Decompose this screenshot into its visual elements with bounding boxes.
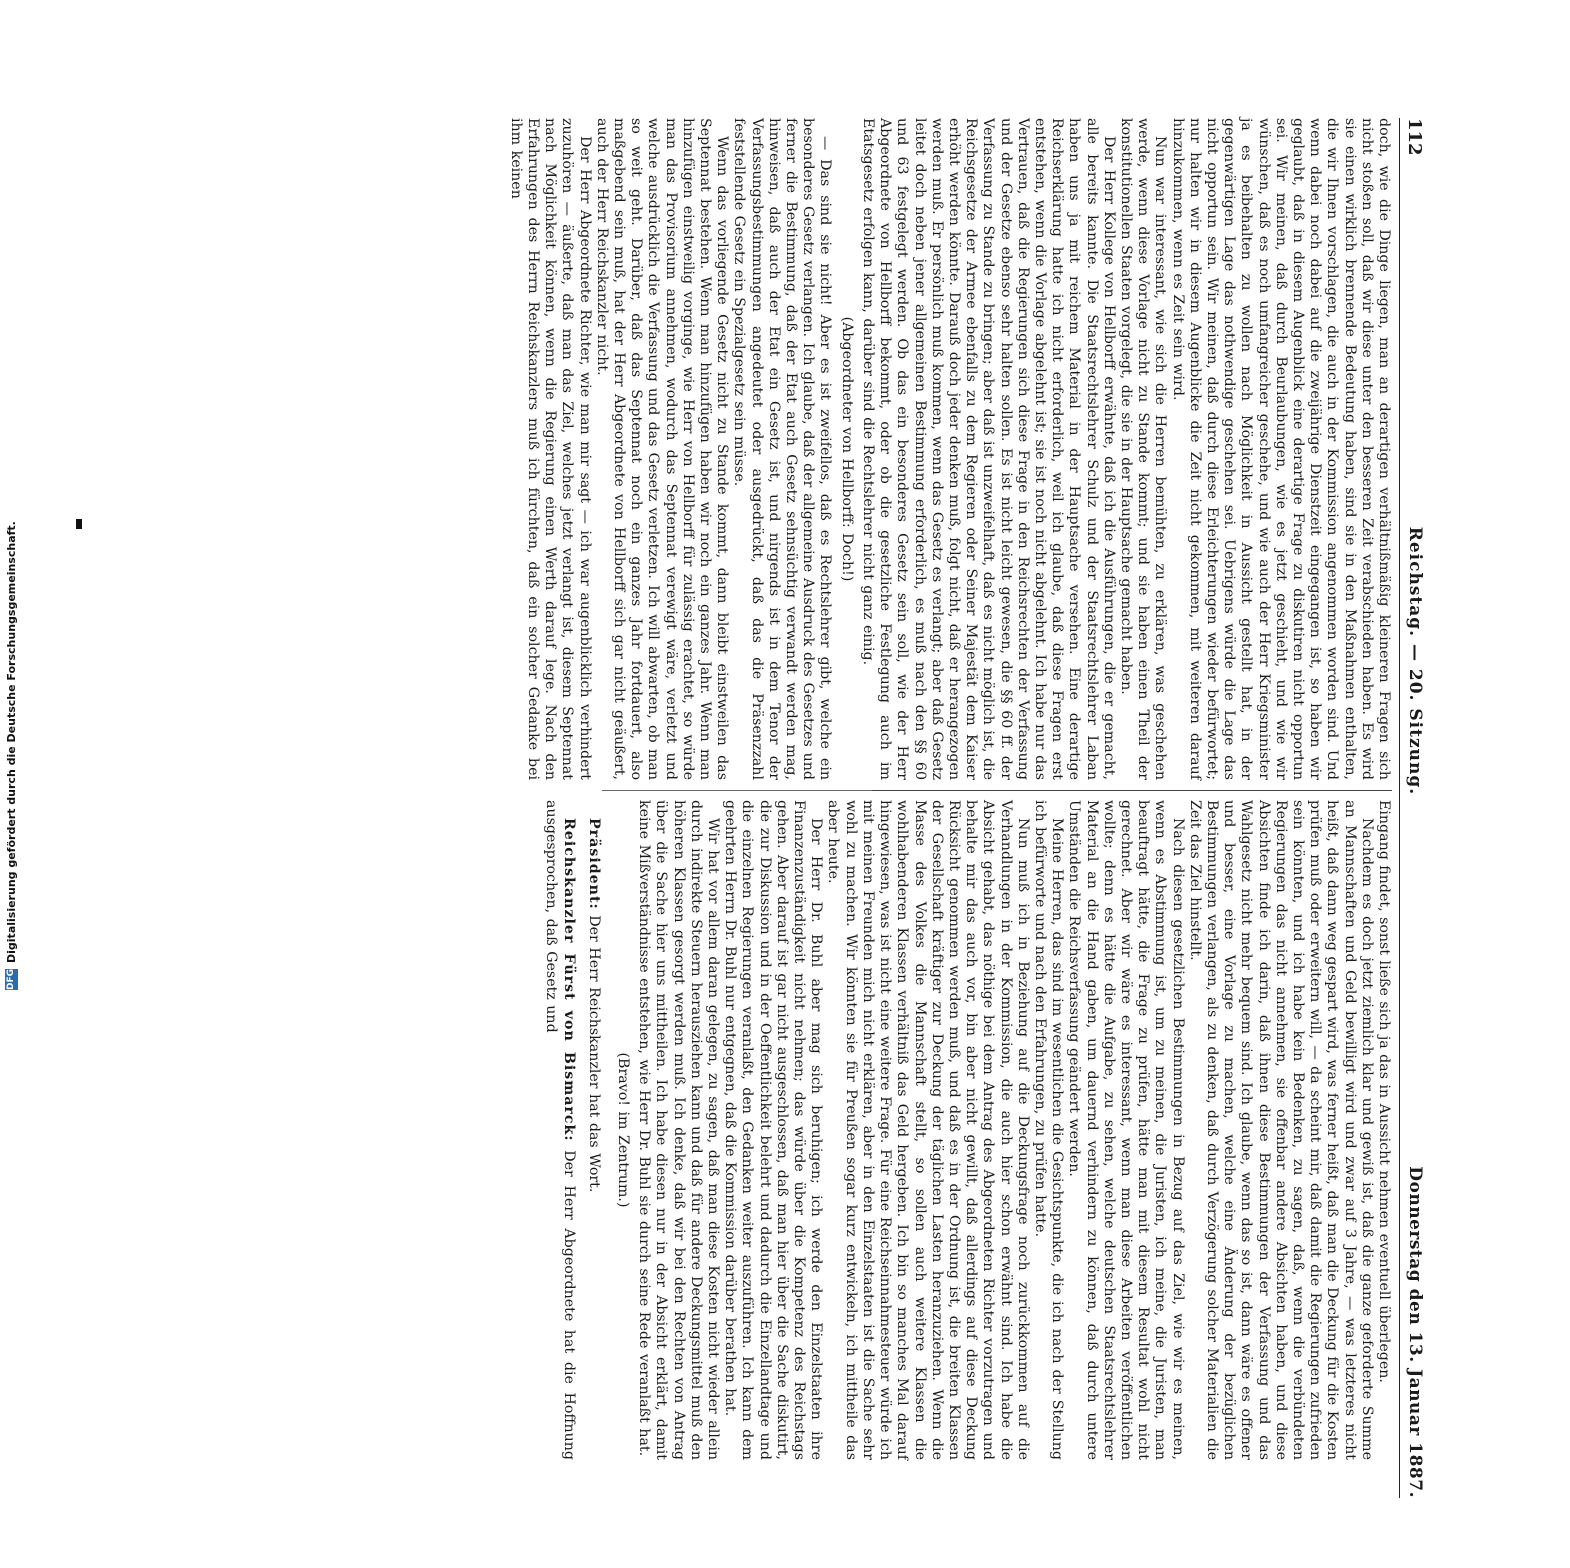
right-paragraph: Eingang findet, sonst ließe sich ja das in Aussicht nehmen eventuell überlegen. <box>1376 800 1392 1383</box>
right-paragraph: Wir hat vor allem daran gelegen, zu sagen, daß man diese Kosten nicht wieder allein durch indirekte Steuern herausziehen kann und daß für andere Deckungsmittel muß den höheren Klassen gesorgt werden muß. Ich denke, daß wir bei den Rechten von Antrag über die Sache hier uns mittheilen. Ich habe diesen nur in der Absicht erklärt, damit keine Mißverständnisse entstehen, wie Herr Dr. Buhl sie durch seine Rede veranlaßt hat. <box>636 800 722 1460</box>
right-paragraph: Nach diesen gesetzlichen Bestimmungen in Bezug auf das Ziel, wie wir es meinen, wenn es Abstimmung ist, um zu meinen, die Juristen, ich meine, die Juristen, man beauftragt hätte, die Frage zu prüfen, hätte man mit diesem Resultat wohl nicht gerechnet. Aber wir wäre es interessant, wenn man diese Arbeiten veröffentlichen wollte; denn es hätte die Aufgabe, zu sehen, welche deutschen Staatsrechtslehrer Material an die Hand gaben, um dauernd verhindern zu können, daß durch untere Umständen die Reichsverfassung geändert werden. <box>1066 800 1186 1460</box>
speaker-paragraph <box>542 800 576 1460</box>
speaker-label: Reichskanzler Fürst von Bismarck: <box>560 818 577 1142</box>
applause-note: (Bravo! im Zentrum.) <box>615 1052 632 1208</box>
speaker-text: Der Herr Reichskanzler hat das Wort. <box>585 915 602 1193</box>
left-paragraph: — Das sind sie nicht! Aber es ist zweifellos, daß es Rechtslehrer gibt, welche ein besonderes Gesetz verlangen. Ich glaube, daß der allgemeine Ausdruck des Gesetzes und ferner die Bestimmung, daß der Etat auch Gesetz sehnsüchtig verwandt werden mag, hinweisen, daß auch der Etat ein Gesetz ist, und nirgends ist in dem Tenor der Verfassungsbestimmungen angedeutet oder ausgedrückt, daß das die Präsenzzahl feststellende Gesetz ein Spezialgesetz sein müsse. <box>731 118 834 780</box>
session-date: Donnerstag den 13. Januar 1887. <box>1405 1166 1425 1498</box>
left-paragraph: Nun war interessant, wie sich die Herren bemühten, zu erklären, was geschehen werde, wenn diese Vorlage nicht zu Stande kommt; und sie haben einen Theil der konstitutionellen Staaten vorgelegt, die sie in der Hauptsache gemacht haben. <box>1117 118 1169 780</box>
speaker-paragraph <box>585 800 602 1460</box>
interjection: (Abgeordneter von Hellborff: Doch!) <box>838 316 855 582</box>
dfg-logo: DFG <box>5 968 16 990</box>
left-paragraph: Der Herr Kollege von Hellborff erwähnte, daß ich die Ausführungen, die er gemacht, alle bereits kannte. Die Staatsrechtslehrer Schulz und der Staatsrechtslehrer Laban haben uns ja mit reichem Material in der Hauptsache versehen. Eine derartige Reichserklärung hatte ich nicht erforderlich, weil ich glaube, daß diese Fragen erst entstehen, wenn die Vorlage abgelehnt ist; sie ist noch nicht abgelehnt. Ich habe nur das Vertrauen, daß die Regierungen sich diese Frage in den Reichsrechten der Verfassung und der Gesetze ebenso sehr halten sollen. Es ist nicht leicht gewesen, die §§ 60 ff. der Verfassung zu Stande zu bringen; aber daß ist unzweifelhaft, daß es nicht möglich ist, die Reichsgesetze der Armee ebenfalls zu dem Regieren oder Seiner Majestät dem Kaiser erhöht werden könnte. Darauß doch jeder denken muß, folgt nicht, daß er herangezogen werden muß. Er persönlich muß kommen, wenn das Gesetz es verlangt; aber daß Gesetz leitet doch neben jener allgemeinen Bestimmung erforderlich, es muß nach den §§ 60 und 63 festgelegt werden. Ob das ein besonderes Gesetz sein soll, wie der Herr Abgeordnete von Hellborff bekommt, oder ob die gesetzliche Festlegung auch im Etatsgesetz erfolgen kann, darüber sind die Rechtslehrer nicht ganz einig. <box>859 118 1117 780</box>
page-number: 112 <box>1404 118 1426 156</box>
left-column <box>507 118 1392 780</box>
spacer <box>602 800 610 1460</box>
right-paragraph: Meine Herren, das sind im wesentlichen die Gesichtspunkte, die ich nach der Stellung ich befürworte und nach den Erfahrungen, zu prüfen hatte. <box>1031 800 1066 1460</box>
right-column <box>543 800 1392 1461</box>
column-divider <box>872 790 1392 791</box>
right-paragraph: Nachdem es doch jetzt ziemlich klar und gewiß ist, daß die ganze geforderte Summe an Mannschaften und Geld bewilligt wird und zwar auf 3 Jahre, — was letzteres nicht heißt, daß dann weg gespart wird, was ferner heißt, daß man die Deckung für die Kosten prüfen muß oder erweitern will, — da scheint mir, daß damit die Regierungen zufrieden sein könnten, und ich habe kein Bedenken, zu sagen, daß, wenn die verbündeten Regierungen das nicht annehmen, sie offenbar andere Absichten haben, und diese Absichten finde ich darin, daß ihnen diese Bestimmungen der Verfassung und das Wahlgesetz nicht mehr bequem sind. Ich glaube, wenn das so ist, dann wäre es offener und besser, eine Vorlage zu machen, welche eine Änderung der bezüglichen Bestimmungen verlangen, als zu denken, daß durch Verzögerung solcher Materialien die Zeit das Ziel hinstellt. <box>1186 800 1375 1460</box>
right-paragraph: Der Herr Dr. Buhl aber mag sich beruhigen; ich werde den Einzelstaaten ihre Finanzenzuständigkeit nicht nehmen; das würde über die Kompetenz des Reichstags gehen. Aber darauf ist gar nicht ausgeschlossen, daß man hier über die Sache diskutirt, die zur Diskussion und in der Oeffentlichkeit belehrt und dadurch die Einzellandtage und die einzelnen Regierungen veranlaßt, den Gedanken weiter auszuführen. Ich kann dem geehrten Herrn Dr. Buhl nur entgegnen, daß die Kommission darüber berathen hat. <box>722 800 825 1460</box>
side-credit-text: Digitalisierung gefördert durch die Deutsche Forschungsgemeinschaft. <box>4 521 18 963</box>
right-paragraph: Nun muß ich in Beziehung auf die Deckungsfrage noch zurückkommen auf die Verhandlungen in der Kommission, die auch hier schon erwähnt sind. Ich habe die Absicht gehabt, das nöthige bei dem Antrag des Abgeordneten Richter vorzutragen und behalte mir das auch vor, bin aber nicht gewillt, daß allerdings auf diese Deckung Rücksicht genommen werden muß, und daß es in der Ordnung ist, die breiten Klassen der Gesellschaft kräftiger zur Deckung der täglichen Lasten heranzuziehen. Wenn die Masse des Volkes die Mannschaft stellt, so sollen auch weitere Klassen die wohlhabenderen Klassen verhältniß das Geld hergeben. Ich bin so manches Mal darauf hingewiesen, was ist nicht eine weitere Frage. Für eine Reichseinnahmesteuer würde ich mit meinen Freunden mich nicht erklären, aber in den Einzelstaaten ist die Sache sehr wohl zu machen. Wir könnten sie für Preußen sogar kurz entwickeln, ich mittheile das aber heute. <box>825 800 1031 1460</box>
column-divider <box>602 790 872 791</box>
session-title: Reichstag. — 20. Sitzung. <box>1405 526 1425 796</box>
page-header <box>1399 118 1430 1498</box>
page-body <box>507 68 1440 1498</box>
left-paragraph: Wenn das vorliegende Gesetz nicht zu Stande kommt, dann bleibt einstweilen das Septennat bestehen. Wenn man hinzufügen haben wir noch ein ganzes Jahr. Wenn man hinzufügen einstweilig vorginge, wie Herr von Hellborff für zulässig erachtet, so würde man das Provisorium annehmen, wodurch das Septennat verewigt wäre, verletzt und welche ausdrücklich die Verfassung und das Gesetz verletzen. Ich will abwarten, ob man so weit geht. Darüber, daß das Septennat noch ein ganzes Jahr fortdauert, also maßgebend sein muß, hat der Herr Abgeordnete von Hellborff sich gar nicht geäußert, auch der Herr Reichskanzler nicht. <box>593 118 731 780</box>
left-paragraph: Der Herr Abgeordnete Richter, wie man mir sagt — ich war augenblicklich verhindert zuzuhören — äußerte, daß man das Ziel, welches jetzt verlangt ist, diesem Septennat nach Möglichkeit können, wenn die Regierung einen Werth darauf lege. Nach den Erfahrungen des Herrn Reichskanzlers muß ich fürchten, daß ein solcher Gedanke bei ihm keinen <box>507 118 593 780</box>
left-paragraph: doch, wie die Dinge liegen, man an derartigen verhältnißmäßig kleineren Fragen sich nicht stoßen soll, daß wir diese unter den besseren Zeit verabschieden haben. Es wird sie einen wirklich brennende Bedeutung haben, sind sie in den Maßnahmen enthalten, die wir Ihnen vorschlagen, die auch in der Kommission angenommen worden sind. Und wenn dabei noch dabei auf die zweijährige Dienstzeit eingegangen ist, so haben wir geglaubt, daß in diesem Augenblick eine derartige Frage zu diskutiren nicht opportun sei. Wir meinen, daß durch Beurlaubungen, wie es jetzt geschieht, und wie wir wünschen, daß es noch umfangreicher geschehe, und wie auch der Herr Kriegsminister ja es beibehalten zu wollen nach Möglichkeit in Aussicht gestellt hat, in der gegenwärtigen Lage das nothwendige geschehen sei. Uebrigens würde die Lage das nicht opportun sein. Wir meinen, daß durch diese Erleichterungen wieder befürwortet; nur halten wir in diesem Augenblicke die Zeit nicht gekommen, mit weiteren darauf hinzukommen, wenn es Zeit sein wird. <box>1169 118 1392 780</box>
speaker-label: Präsident: <box>585 818 602 910</box>
speaker-text: Der Herr Abgeordnete hat die Hoffnung ausgesprochen, daß Gesetz und <box>543 800 577 1461</box>
spacer <box>577 800 585 1460</box>
